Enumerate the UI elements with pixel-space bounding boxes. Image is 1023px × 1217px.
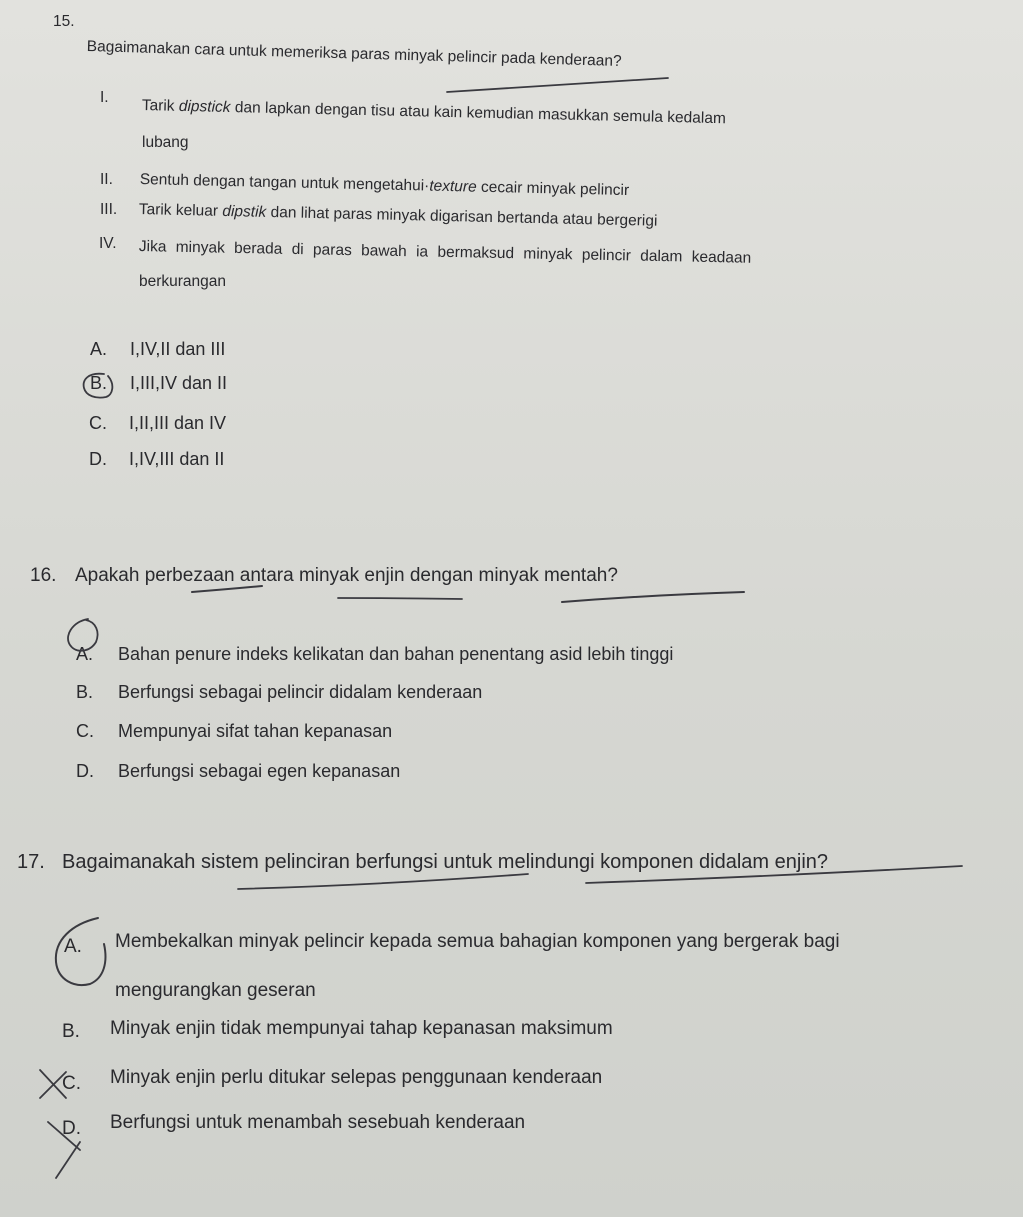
- q17-question: Bagaimanakah sistem pelinciran berfungsi untuk melindungi komponen didalam enjin?: [62, 851, 829, 873]
- q15-number: 15.: [53, 13, 75, 30]
- q16-underline-2: [338, 598, 462, 599]
- q16-underline-3: [562, 592, 744, 602]
- q15-question: Bagaimanakan cara untuk memeriksa paras minyak pelincir pada kenderaan?: [86, 38, 622, 70]
- q17-underline-1: [238, 874, 528, 889]
- q17-number: 17.: [17, 851, 45, 873]
- q17-option-d-cross-2: [56, 1142, 80, 1178]
- q16-question: Apakah perbezaan antara minyak enjin dengan minyak mentah?: [75, 565, 618, 586]
- q15-underline: [447, 78, 668, 92]
- q16-number: 16.: [30, 565, 57, 586]
